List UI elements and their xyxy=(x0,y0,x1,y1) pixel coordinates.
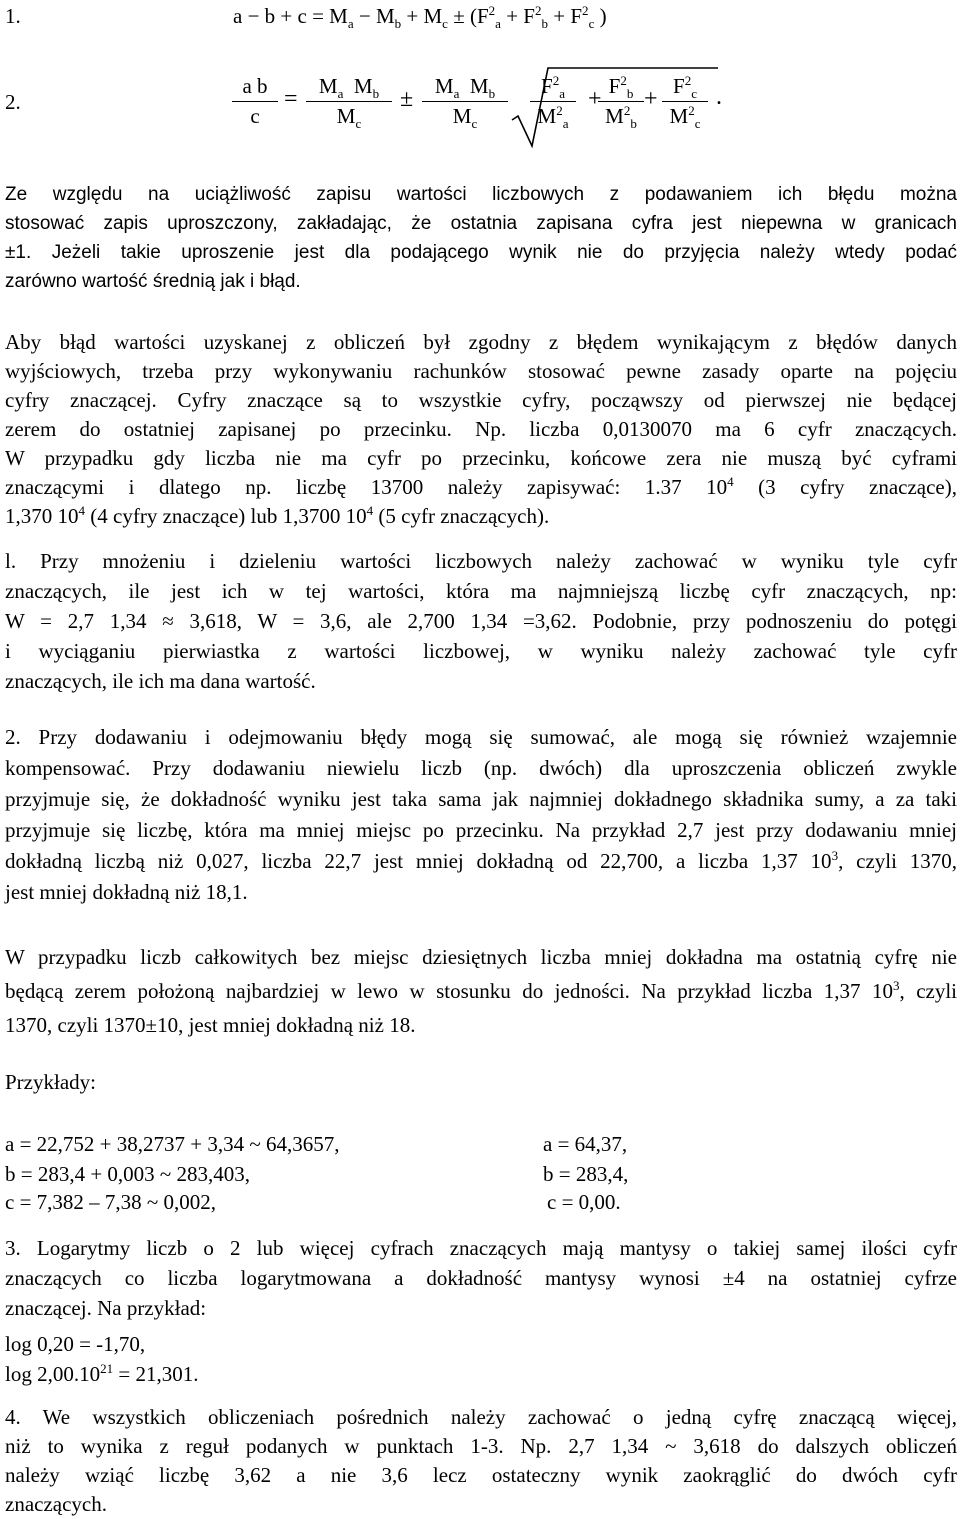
plus-minus-sign: ± xyxy=(400,86,414,112)
paragraph-integers: W przypadku liczb całkowitych bez miejsc dziesiętnych liczba mniej dokładna ma ostatnią cyfrę nie będącą zerem położoną najbardziej w lewo w stosunku do jedności. Na przykład liczba 1,37 $10^3$, czyli 1370, czyli 1370±10, jest mniej dokładną niż 18. xyxy=(5,945,958,1037)
fraction-fa-denominator: $M^2_a$ xyxy=(537,103,569,132)
example-row-right: a = 64,37, xyxy=(543,1132,628,1156)
fraction-fb-numerator: $F^2_b$ xyxy=(608,73,634,102)
example-row-right: c = 0,00. xyxy=(547,1190,621,1214)
example-row-left: b = 283,4 + 0,003 ~ 283,403, xyxy=(5,1162,251,1186)
fraction-bar xyxy=(598,101,644,102)
paragraph-significant-digits: Aby błąd wartości uzyskanej z obliczeń był zgodny z błędem wynikającym z błędów danych wyjściowych, trzeba przy wykonywaniu rachunków stosować pewne zasady oparte na pojęciu cyfry znaczącej. Cyfry znaczące są to wszystkie cyfry, począwszy od pierwszej nie będącej zerem do ostatniej zapisanej po przecinku. Np. liczba 0,0130070 ma 6 cyfr znaczących. W przypadku gdy liczba nie ma cyfr po przecinku, końcowe zera nie muszą być cyframi znaczącymi i dlatego np. liczbę 13700 należy zapisywać: 1.37 $10^4$ (3 cyfry znaczące), 1,370 $10^4$ (4 cyfry znaczące) lub 1,3700 $10^4$ (5 cyfr znaczących). xyxy=(5,330,957,528)
plus-sign: + xyxy=(644,86,658,112)
equals-sign: = xyxy=(284,86,298,112)
paragraph-addition-rule: 2. Przy dodawaniu i odejmowaniu błędy mogą się sumować, ale mogą się również wzajemnie kompensować. Przy dodawaniu niewielu liczb (np. dwóch) dla uproszczenia obliczeń zwykle przyjmuje się, że dokładność wyniku jest taka sama jak najmniej dokładnego składnika sumy, a za taki przyjmuje się liczbę, która ma mniej miejsc po przecinku. Na przykład 2,7 jest przy dodawaniu mniej dokładną liczbą niż 0,027, liczba 22,7 jest mniej dokładną od 22,700, a liczba 1,37 $10^3$, czyli 1370, jest mniej dokładną niż 18,1. xyxy=(5,725,957,904)
fraction-mamb-2-denominator: $M_c$ xyxy=(452,104,478,132)
fraction-bar xyxy=(422,101,508,102)
plus-sign: + xyxy=(588,86,602,112)
example-row-left: a = 22,752 + 38,2737 + 3,34 ~ 64,3657, xyxy=(5,1132,340,1156)
fraction-mamb-numerator: $M_a$ $M_b$ xyxy=(318,74,380,102)
fraction-bar xyxy=(232,101,278,102)
fraction-ab-over-c-denominator: c xyxy=(250,104,260,128)
log-example-2: $\log 2,00.10^{21} = 21,301$. xyxy=(5,1361,199,1386)
fraction-bar xyxy=(306,101,392,102)
formula-1-number: 1. xyxy=(5,4,21,28)
fraction-mamb-denominator: $M_c$ xyxy=(336,104,362,132)
log-example-1: log 0,20 = -1,70, xyxy=(5,1332,146,1356)
paragraph-shorthand-notation: Ze względu na uciążliwość zapisu wartości liczbowych z podawaniem ich błędu można stosować zapis uproszczony, zakładając, że ostatnia zapisana cyfra jest niepewna w granicach ±1. Jeżeli takie uproszenie jest dla podającego wynik nie do przyjęcia należy wtedy podać zarówno wartość średnią jak i błąd. xyxy=(5,184,957,292)
fraction-fb-denominator: $M^2_b$ xyxy=(605,103,637,132)
fraction-fc-denominator: $M^2_c$ xyxy=(669,103,701,132)
example-row-left: c = 7,382 – 7,38 ~ 0,002, xyxy=(5,1190,217,1214)
fraction-fa-numerator: $F^2_a$ xyxy=(541,73,565,102)
paragraph-logarithms: 3. Logarytmy liczb o 2 lub więcej cyfrach znaczących mają mantysy o takiej samej ilości cyfr znaczących co liczba logarytmowana a dokładność mantysy wynosi ±4 na ostatniej cyfrze znaczącej. Na przykład: xyxy=(5,1236,957,1320)
period: . xyxy=(716,84,722,110)
fraction-bar xyxy=(662,101,708,102)
paragraph-multiplication-rule: l. Przy mnożeniu i dzieleniu wartości liczbowych należy zachować w wyniku tyle cyfr znaczących, ile jest ich w tej wartości, która ma najmniejszą liczbę cyfr znaczących, np: W = 2,7 1,34 ≈ 3,618, W = 3,6, ale 2,700 1,34 =3,62. Podobnie, przy podnoszeniu do potęgi i wyciąganiu pierwiastka z wartości liczbowej, w wyniku należy zachować tyle cyfr znaczących, ile ich ma dana wartość. xyxy=(5,549,957,693)
examples-heading: Przykłady: xyxy=(5,1070,96,1094)
paragraph-intermediate-calculations: 4. We wszystkich obliczeniach pośrednich należy zachować o jedną cyfrę znaczącą więcej, niż to wynika z reguł podanych w punktach 1-3. Np. 2,7 1,34 ~ 3,618 do dalszych obliczeń należy wziąć liczbę 3,62 a nie 3,6 lecz ostateczny wynik zaokrąglić do dwóch cyfr znaczących. xyxy=(5,1405,957,1516)
fraction-mamb-2-numerator: $M_a$ $M_b$ xyxy=(434,74,496,102)
fraction-fc-numerator: $F^2_c$ xyxy=(673,73,697,102)
example-row-right: b = 283,4, xyxy=(543,1162,629,1186)
formula-1 xyxy=(5,4,21,29)
formula-1-expression: $a - b + c = M_a - M_b + M_c \pm (F^2_a + F^2_b + F^2_c$ ) xyxy=(233,3,607,32)
fraction-ab-over-c-numerator: a b xyxy=(242,74,268,98)
fraction-bar xyxy=(530,101,576,102)
formula-2-number: 2. xyxy=(5,90,21,114)
